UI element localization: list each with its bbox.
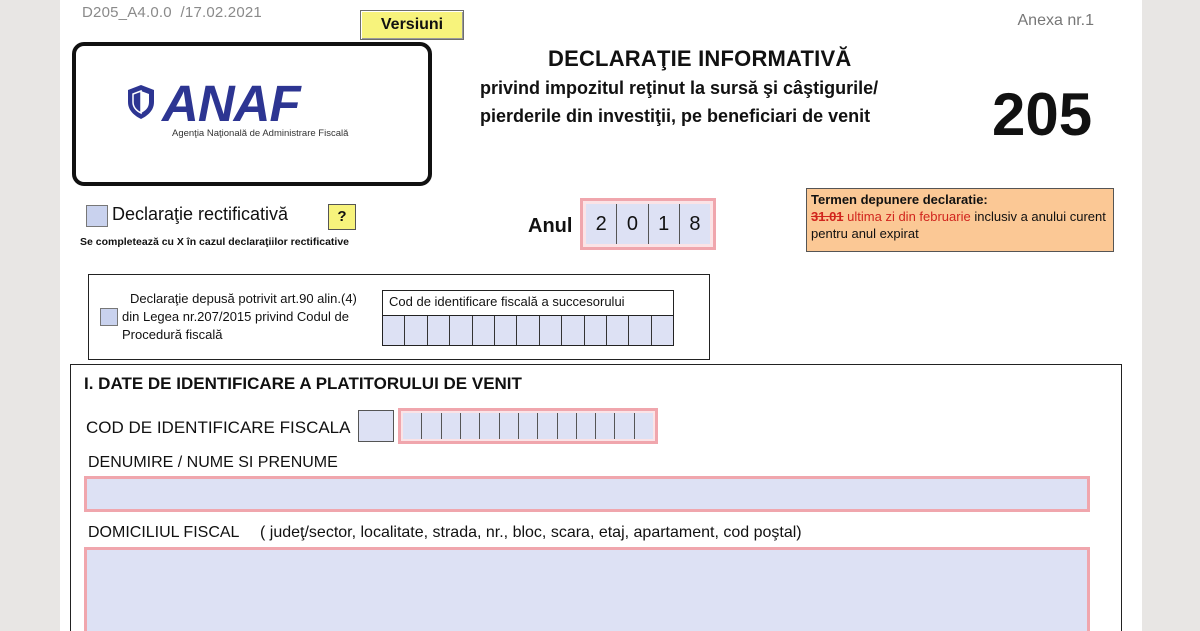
successor-cif-cell[interactable]: [383, 316, 404, 345]
deadline-title: Termen depunere declaratie:: [811, 192, 988, 207]
subtitle-line-1: privind impozitul reţinut la sursă şi câştigurile/: [480, 78, 879, 98]
payer-name-field[interactable]: [84, 476, 1090, 512]
payer-name-label: DENUMIRE / NUME SI PRENUME: [88, 454, 338, 471]
fiscal-address-note: ( judeţ/sector, localitate, strada, nr., bloc, scara, etaj, apartament, cod poştal): [260, 524, 802, 541]
payer-cif-prefix-field[interactable]: [358, 410, 394, 442]
successor-cif-cell[interactable]: [584, 316, 606, 345]
deadline-old-date: 31.01: [811, 209, 844, 224]
year-digit[interactable]: 8: [679, 204, 710, 244]
year-digit[interactable]: 2: [586, 204, 616, 244]
successor-cif-field: [382, 290, 674, 346]
deadline-note: [806, 188, 1114, 252]
fiscal-address-field[interactable]: [84, 547, 1090, 631]
year-label: Anul: [528, 215, 573, 237]
rectificativa-label: Declaraţie rectificativă: [112, 204, 289, 224]
deadline-rest: inclusiv a anului curent pentru anul expirat: [811, 209, 1106, 241]
successor-cif-cell[interactable]: [449, 316, 471, 345]
payer-cif-field[interactable]: [398, 408, 658, 444]
successor-cif-cell[interactable]: [606, 316, 628, 345]
payer-cif-cell[interactable]: [576, 413, 595, 439]
successor-cif-label: Cod de identificare fiscală a succesorului: [389, 294, 625, 309]
successor-cif-cell[interactable]: [516, 316, 538, 345]
form-number: 205: [992, 81, 1093, 148]
successor-text: Declaraţie depusă potrivit art.90 alin.(4) din Legea nr.207/2015 privind Codul de Procedură fiscală: [122, 291, 357, 342]
payer-cif-cell[interactable]: [421, 413, 440, 439]
successor-cif-cell[interactable]: [539, 316, 561, 345]
payer-cif-cell[interactable]: [537, 413, 556, 439]
successor-cif-cell[interactable]: [494, 316, 516, 345]
payer-cif-cell[interactable]: [499, 413, 518, 439]
rectificativa-checkbox[interactable]: [86, 205, 108, 227]
payer-cif-cell[interactable]: [595, 413, 614, 439]
successor-cif-cell[interactable]: [404, 316, 426, 345]
subtitle-line-2: pierderile din investiţii, pe beneficiari de venit: [480, 106, 871, 126]
logo-agency-name: Agenţia Naţională de Administrare Fiscală: [172, 128, 349, 139]
logo-wordmark: ANAF: [162, 75, 300, 132]
year-digit[interactable]: 1: [648, 204, 679, 244]
anaf-logo: [72, 42, 432, 186]
annex-label: Anexa nr.1: [1017, 12, 1094, 29]
versions-button[interactable]: Versiuni: [360, 10, 464, 40]
shield-icon: [126, 84, 156, 120]
rectificativa-note: Se completează cu X în cazul declaraţiilor rectificative: [80, 236, 350, 248]
year-digit[interactable]: 0: [616, 204, 647, 244]
payer-cif-cell[interactable]: [518, 413, 537, 439]
payer-cif-cell[interactable]: [460, 413, 479, 439]
successor-cif-cell[interactable]: [651, 316, 673, 345]
deadline-new-date: ultima zi din februarie: [843, 209, 971, 224]
payer-cif-cell[interactable]: [634, 413, 653, 439]
form-version-code: D205_A4.0.0 /17.02.2021: [82, 4, 262, 21]
section-title: I. DATE DE IDENTIFICARE A PLATITORULUI DE VENIT: [84, 374, 522, 393]
payer-cif-cell[interactable]: [441, 413, 460, 439]
successor-cif-cell[interactable]: [561, 316, 583, 345]
successor-cif-cell[interactable]: [472, 316, 494, 345]
form-page: [60, 0, 1142, 631]
fiscal-address-label: DOMICILIUL FISCAL: [88, 524, 240, 541]
payer-cif-cell[interactable]: [403, 413, 421, 439]
payer-cif-label: COD DE IDENTIFICARE FISCALA: [86, 418, 351, 437]
help-button[interactable]: ?: [328, 204, 356, 230]
successor-cif-cell[interactable]: [427, 316, 449, 345]
payer-cif-cell[interactable]: [479, 413, 498, 439]
year-input[interactable]: [580, 198, 716, 250]
successor-checkbox[interactable]: [100, 308, 118, 326]
payer-cif-cell[interactable]: [614, 413, 633, 439]
successor-cif-cell[interactable]: [628, 316, 650, 345]
page-title: DECLARAŢIE INFORMATIVĂ: [548, 46, 852, 71]
payer-cif-cell[interactable]: [557, 413, 576, 439]
